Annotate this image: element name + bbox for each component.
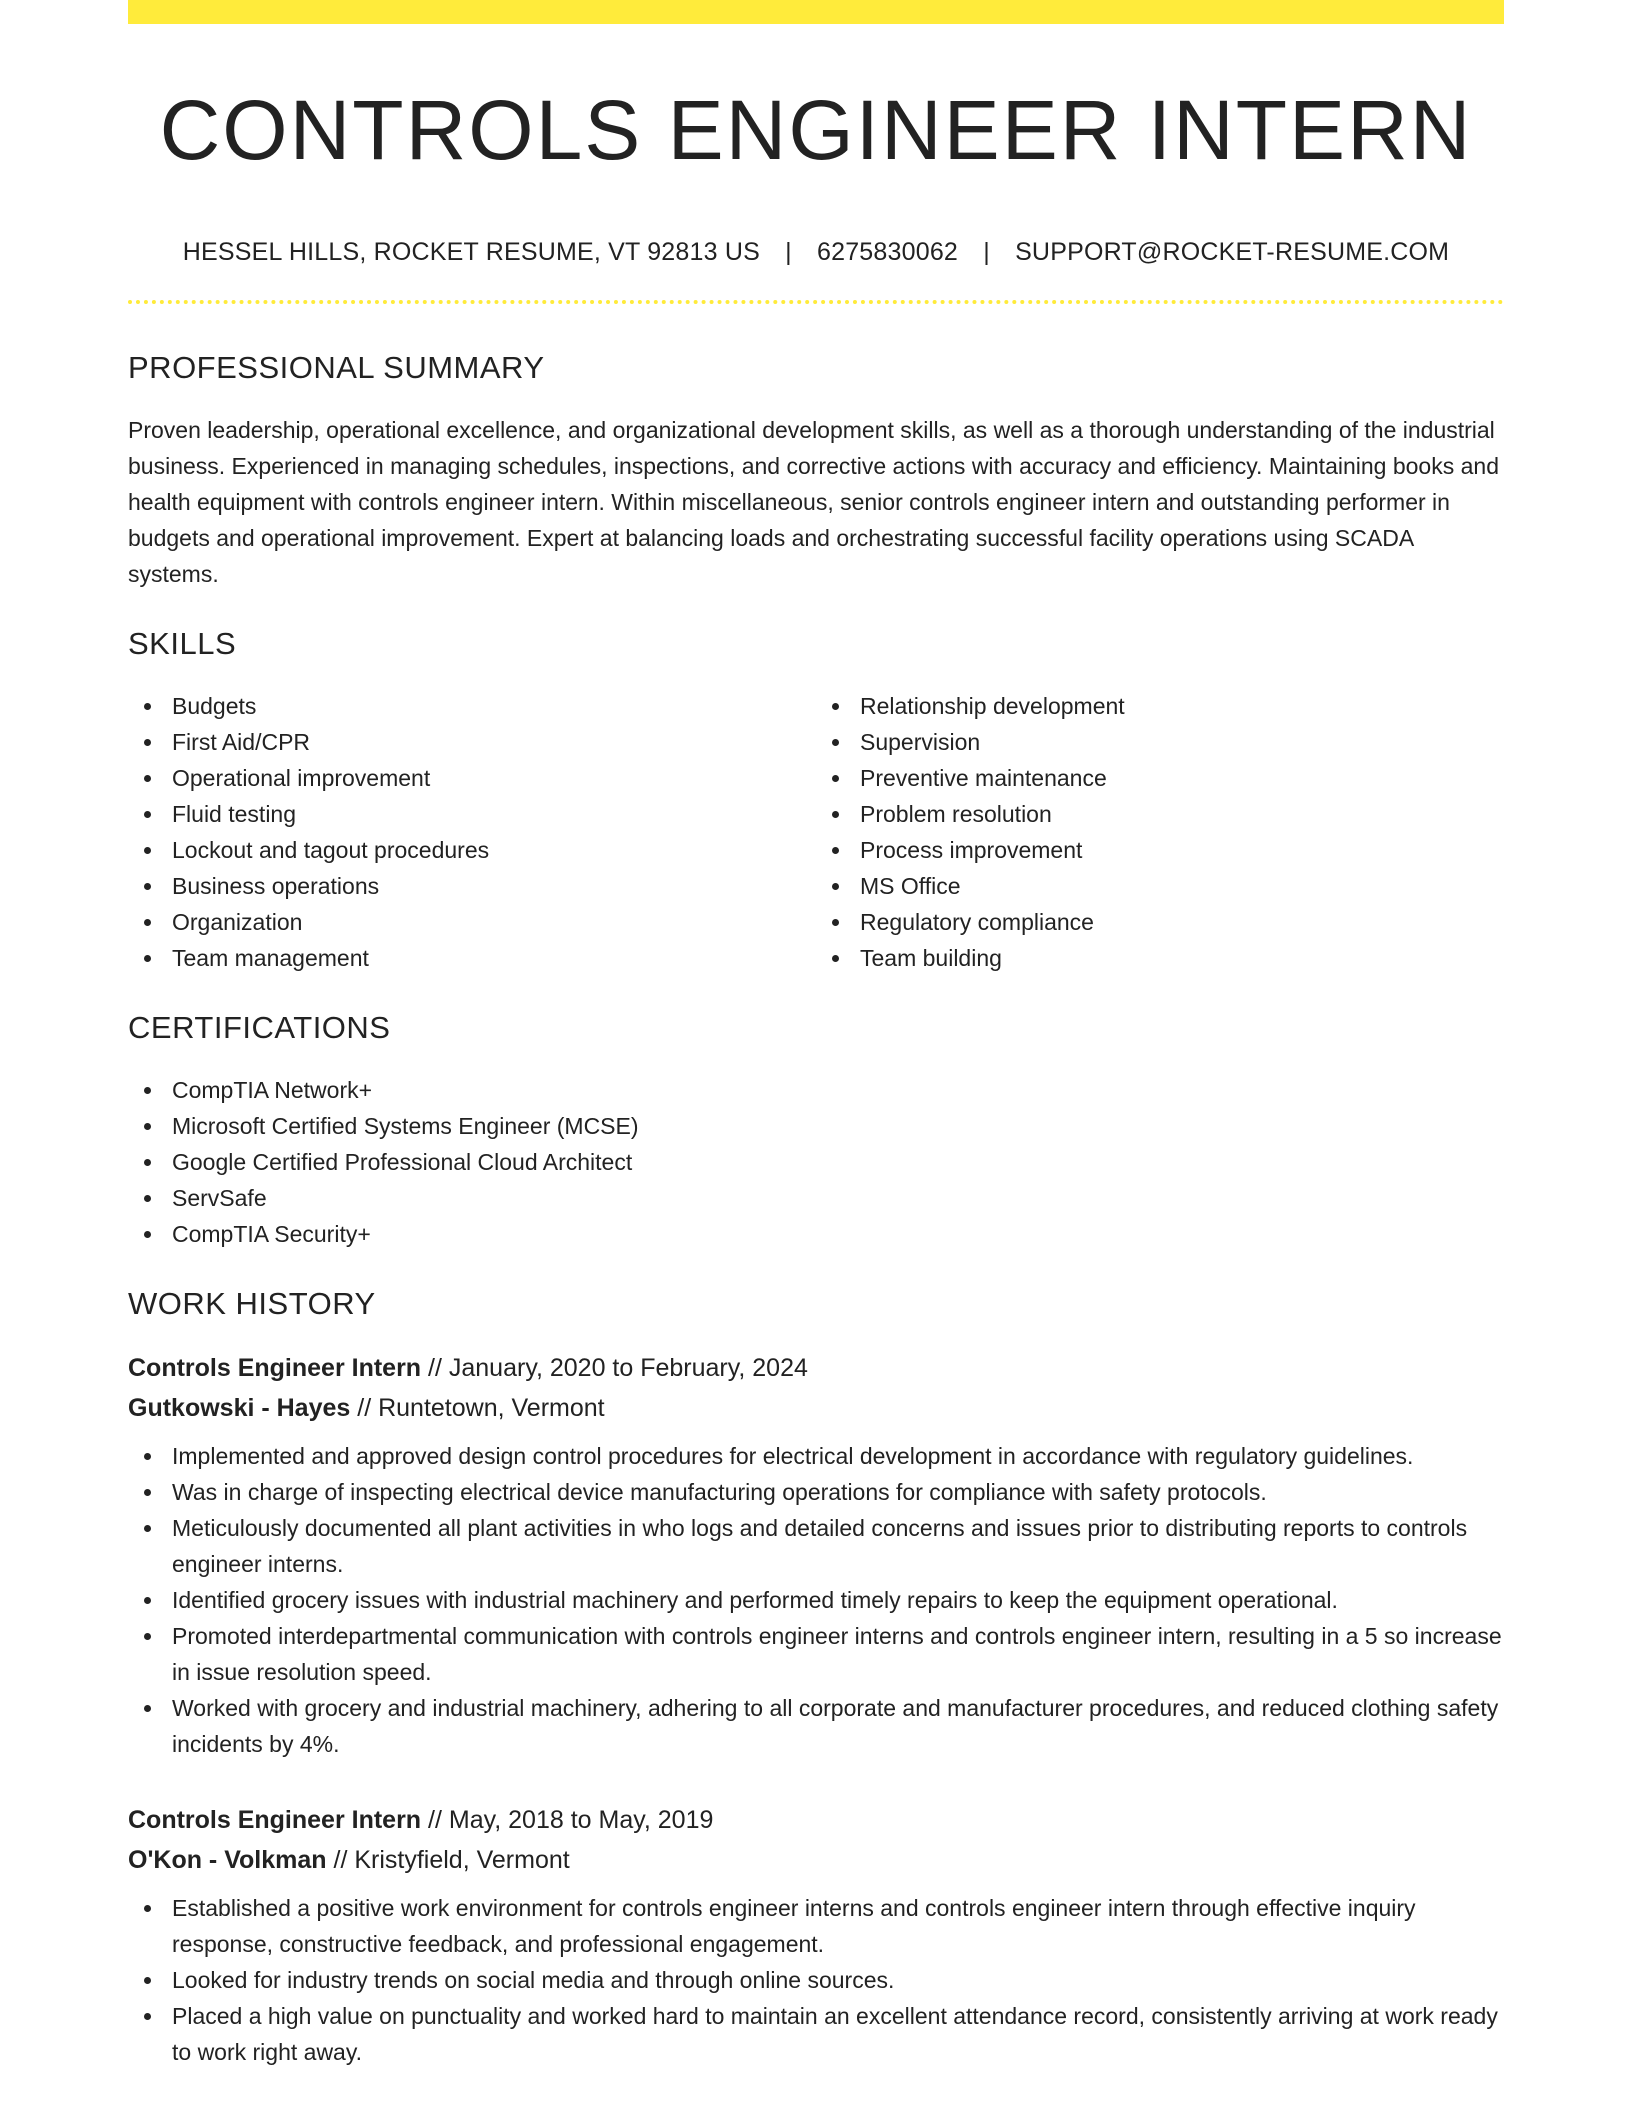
skill-item: Supervision: [860, 724, 1504, 760]
job-bullets: [128, 1438, 1504, 1762]
skills-heading: SKILLS: [128, 626, 237, 661]
skill-item: Budgets: [172, 688, 816, 724]
skill-item: Regulatory compliance: [860, 904, 1504, 940]
certification-item: Google Certified Professional Cloud Architect: [172, 1144, 1504, 1180]
skill-item: Preventive maintenance: [860, 760, 1504, 796]
contact-email: SUPPORT@ROCKET-RESUME.COM: [1015, 238, 1450, 266]
skill-item: Team building: [860, 940, 1504, 976]
job-company-line: [128, 1840, 1504, 1880]
summary-heading: PROFESSIONAL SUMMARY: [128, 350, 545, 385]
job-title-line: [128, 1800, 1504, 1840]
skill-item: Business operations: [172, 868, 816, 904]
resume-content: [128, 0, 1504, 2070]
skills-grid: [128, 664, 1504, 976]
certifications-heading: CERTIFICATIONS: [128, 1010, 391, 1045]
job-title: Controls Engineer Intern: [128, 1806, 422, 1834]
certification-item: ServSafe: [172, 1180, 1504, 1216]
skill-item: Organization: [172, 904, 816, 940]
skill-item: First Aid/CPR: [172, 724, 816, 760]
skills-list-right: [816, 688, 1504, 976]
certification-item: CompTIA Network+: [172, 1072, 1504, 1108]
job-entry: [128, 1348, 1504, 1762]
skill-item: MS Office: [860, 868, 1504, 904]
job-company: Gutkowski - Hayes: [128, 1394, 351, 1422]
contact-phone: 6275830062: [817, 238, 959, 266]
job-company-line: [128, 1388, 1504, 1428]
job-bullet: Established a positive work environment for controls engineer interns and controls engineer intern through effective inquiry response, constructive feedback, and professional engagement.: [172, 1890, 1504, 1962]
work-history-heading: WORK HISTORY: [128, 1286, 376, 1321]
job-bullet: Looked for industry trends on social media and through online sources.: [172, 1962, 1504, 1998]
contact-separator: |: [983, 238, 990, 266]
header-divider: [128, 300, 1504, 304]
job-bullets: [128, 1890, 1504, 2070]
contact-address: HESSEL HILLS, ROCKET RESUME, VT 92813 US: [182, 238, 760, 266]
skill-item: Problem resolution: [860, 796, 1504, 832]
skill-item: Lockout and tagout procedures: [172, 832, 816, 868]
skill-item: Process improvement: [860, 832, 1504, 868]
job-dates: // January, 2020 to February, 2024: [421, 1354, 808, 1382]
job-company: O'Kon - Volkman: [128, 1846, 327, 1874]
job-location: // Runtetown, Vermont: [350, 1394, 605, 1422]
job-dates: // May, 2018 to May, 2019: [421, 1806, 714, 1834]
summary-text: Proven leadership, operational excellence, and organizational development skills, as well as a thorough understanding of the industrial business. Experienced in managing schedules, inspections, and corrective actions with accuracy and efficiency. Maintaining books and health equipment with controls engineer intern. Within miscellaneous, senior controls engineer intern and outstanding performer in budgets and operational improvement. Expert at balancing loads and orchestrating successful facility operations using SCADA systems.: [128, 417, 1499, 587]
job-bullet: Promoted interdepartmental communication with controls engineer interns and controls engineer intern, resulting in a 5 so increase in issue resolution speed.: [172, 1618, 1504, 1690]
job-bullet: Implemented and approved design control procedures for electrical development in accordance with regulatory guidelines.: [172, 1438, 1504, 1474]
skill-item: Relationship development: [860, 688, 1504, 724]
job-bullet: Worked with grocery and industrial machinery, adhering to all corporate and manufacturer procedures, and reduced clothing safety incidents by 4%.: [172, 1690, 1504, 1762]
job-entry: [128, 1800, 1504, 2070]
job-bullet: Identified grocery issues with industrial machinery and performed timely repairs to keep the equipment operational.: [172, 1582, 1504, 1618]
contact-line: [128, 236, 1504, 268]
certification-item: CompTIA Security+: [172, 1216, 1504, 1252]
certification-item: Microsoft Certified Systems Engineer (MCSE): [172, 1108, 1504, 1144]
resume-name: CONTROLS ENGINEER INTERN: [159, 83, 1473, 177]
skill-item: Operational improvement: [172, 760, 816, 796]
job-title: Controls Engineer Intern: [128, 1354, 422, 1382]
skill-item: Team management: [172, 940, 816, 976]
job-bullet: Was in charge of inspecting electrical device manufacturing operations for compliance with safety protocols.: [172, 1474, 1504, 1510]
certifications-list: [128, 1072, 1504, 1252]
job-bullet: Placed a high value on punctuality and worked hard to maintain an excellent attendance record, consistently arriving at work ready to work right away.: [172, 1998, 1504, 2070]
job-title-line: [128, 1348, 1504, 1388]
skills-list-left: [128, 688, 816, 976]
contact-separator: |: [785, 238, 792, 266]
skill-item: Fluid testing: [172, 796, 816, 832]
job-bullet: Meticulously documented all plant activities in who logs and detailed concerns and issues prior to distributing reports to controls engineer interns.: [172, 1510, 1504, 1582]
job-location: // Kristyfield, Vermont: [326, 1846, 570, 1874]
